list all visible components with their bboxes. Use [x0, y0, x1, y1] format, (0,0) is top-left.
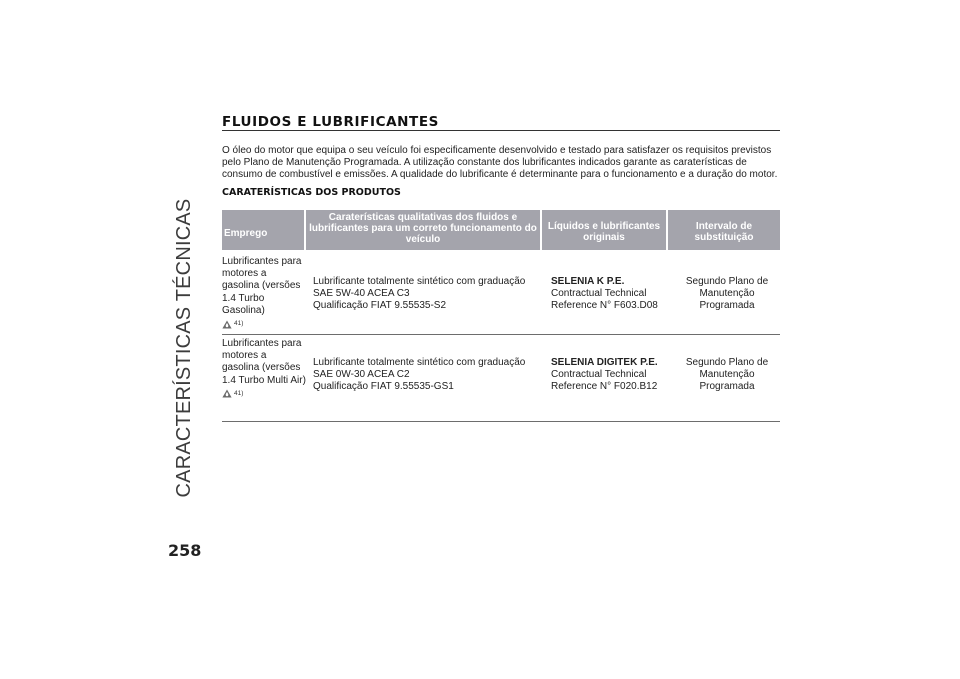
page-number: 258 [168, 541, 202, 560]
header-caracteristicas: Caraterísticas qualitativas dos fluidos e lubrificantes para um correto funcionamento do veículo [306, 210, 540, 250]
row1-use [222, 256, 306, 330]
row2-interval [672, 357, 782, 394]
row1-interval-line: Segundo Plano de [685, 276, 769, 287]
title-rule [222, 130, 780, 131]
row1-interval-line: Manutenção [699, 288, 755, 300]
row2-interval-line: Segundo Plano de [685, 357, 769, 368]
row2-divider [222, 421, 780, 422]
side-chapter-title: CARACTERÍSTICAS TÉCNICAS [173, 198, 195, 498]
row1-product-name: SELENIA K P.E. [551, 276, 625, 287]
row2-spec-line: Qualificação FIAT 9.55535-GS1 [313, 381, 454, 393]
row1-spec-line: Lubrificante totalmente sintético com graduação [313, 276, 526, 287]
row1-spec-line: Qualificação FIAT 9.55535-S2 [313, 300, 447, 312]
row2-note-ref: 41) [234, 389, 244, 397]
row2-spec-line: Lubrificante totalmente sintético com graduação [313, 357, 526, 368]
row2-product-name: SELENIA DIGITEK P.E. [551, 357, 658, 368]
warning-drop-icon [222, 320, 232, 329]
row1-interval-line: Programada [699, 300, 755, 312]
row2-interval-line: Programada [699, 381, 755, 393]
header-liquidos: Líquidos e lubrificantes originais [542, 210, 666, 250]
row2-interval-line: Manutenção [699, 369, 755, 381]
row1-note-ref: 41) [234, 320, 244, 328]
row1-use-text: Lubrificantes para motores a gasolina (versões 1.4 Turbo Gasolina) [222, 256, 302, 316]
section-title: FLUIDOS E LUBRIFICANTES [222, 114, 439, 130]
products-subheading: CARATERÍSTICAS DOS PRODUTOS [222, 187, 401, 198]
row1-note [222, 318, 306, 330]
row2-product-line: Contractual Technical [551, 369, 647, 381]
row2-use-text: Lubrificantes para motores a gasolina (versões 1.4 Turbo Multi Air) [222, 338, 306, 386]
row2-product-line: Reference N° F020.B12 [551, 381, 658, 393]
warning-drop-icon [222, 389, 232, 398]
row2-note [222, 388, 306, 400]
header-intervalo: Intervalo de substituição [668, 210, 780, 250]
header-emprego: Emprego [222, 210, 304, 250]
row1-product [551, 276, 671, 313]
row1-product-line: Reference N° F603.D08 [551, 300, 658, 312]
intro-paragraph: O óleo do motor que equipa o seu veículo foi especificamente desenvolvido e testado para satisfazer os requisitos previstos pelo Plano de Manutenção Programada. A utilização constante dos lubrificantes indicados garante as caraterísticas de consumo de combustível e emissões. A qualidade do lubrificante é determinante para o funcionamento e a duração do motor. [222, 145, 778, 180]
row2-spec [313, 357, 541, 394]
row1-spec-line: SAE 5W-40 ACEA C3 [313, 288, 410, 300]
row1-divider [222, 334, 780, 335]
row2-use [222, 338, 306, 400]
row1-interval [672, 276, 782, 313]
row2-product [551, 357, 671, 394]
row1-spec [313, 276, 541, 313]
row1-product-line: Contractual Technical [551, 288, 647, 300]
row2-spec-line: SAE 0W-30 ACEA C2 [313, 369, 410, 381]
